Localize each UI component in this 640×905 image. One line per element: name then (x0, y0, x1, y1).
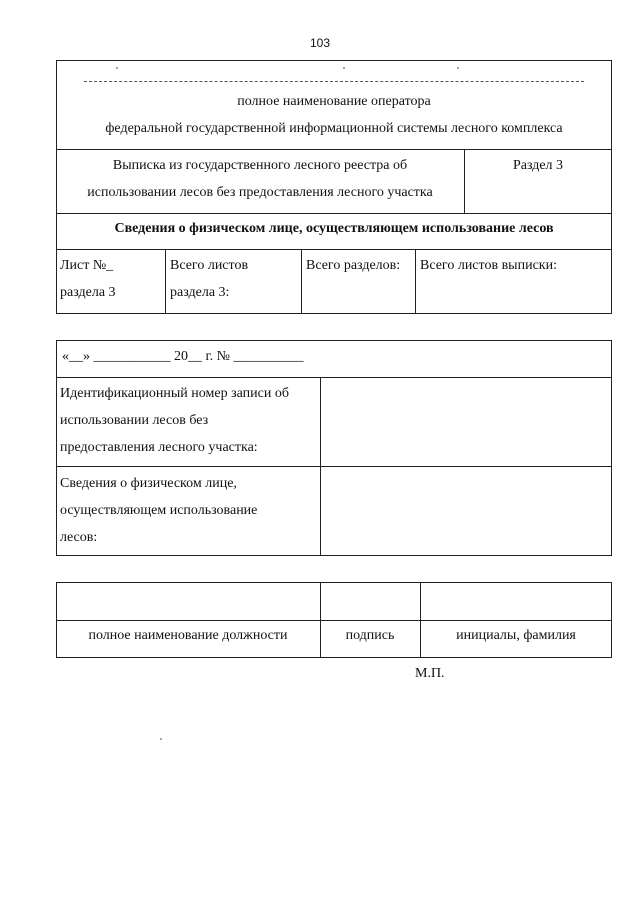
person-info-label-line2: осуществляющем использование (60, 503, 258, 518)
person-info-label-line3: лесов: (60, 530, 98, 545)
divider (56, 620, 612, 621)
total-sheets-section-label-cont: раздела 3: (170, 285, 230, 300)
date-number-line: «__» ___________ 20__ г. № __________ (62, 349, 304, 364)
scan-speck (343, 67, 345, 69)
total-extract-sheets-label: Всего листов выписки: (420, 258, 557, 273)
scan-speck (457, 67, 459, 69)
divider (56, 213, 612, 214)
position-caption: полное наименование должности (88, 628, 288, 643)
sheet-number-label-cont: раздела 3 (60, 285, 116, 300)
page-number: 103 (309, 36, 331, 50)
divider (56, 249, 612, 250)
operator-caption-line2: федеральной государственной информационной системы лесного комплекса (105, 121, 563, 136)
record-id-label-line2: использовании лесов без (60, 413, 209, 428)
record-id-label-line1: Идентификационный номер записи об (60, 386, 289, 401)
total-sheets-section-label: Всего листов (170, 258, 249, 273)
scan-speck (160, 738, 162, 740)
divider (301, 249, 302, 314)
total-sections-label: Всего разделов: (306, 258, 401, 273)
signature-field[interactable] (321, 583, 419, 619)
position-field[interactable] (57, 583, 319, 619)
record-id-label-line3: предоставления лесного участка: (60, 440, 258, 455)
signature-caption: подпись (345, 628, 395, 643)
divider (56, 149, 612, 150)
divider (415, 249, 416, 314)
section-label: Раздел 3 (512, 158, 564, 173)
divider (165, 249, 166, 314)
extract-title-line1: Выписка из государственного лесного реестра об (112, 158, 408, 173)
person-info-value-field[interactable] (321, 467, 611, 555)
record-id-value-field[interactable] (321, 378, 611, 466)
operator-name-line (84, 81, 584, 82)
stamp-place-label: М.П. (415, 666, 445, 681)
section-heading: Сведения о физическом лице, осуществляющем использование лесов (114, 221, 554, 236)
sheet-number-label: Лист №_ (60, 258, 114, 273)
extract-title-line2: использовании лесов без предоставления лесного участка (87, 185, 433, 200)
scan-speck (116, 67, 118, 69)
operator-caption-line1: полное наименование оператора (237, 94, 431, 109)
initials-caption: инициалы, фамилия (456, 628, 576, 643)
initials-field[interactable] (421, 583, 611, 619)
person-info-label-line1: Сведения о физическом лице, (60, 476, 237, 491)
